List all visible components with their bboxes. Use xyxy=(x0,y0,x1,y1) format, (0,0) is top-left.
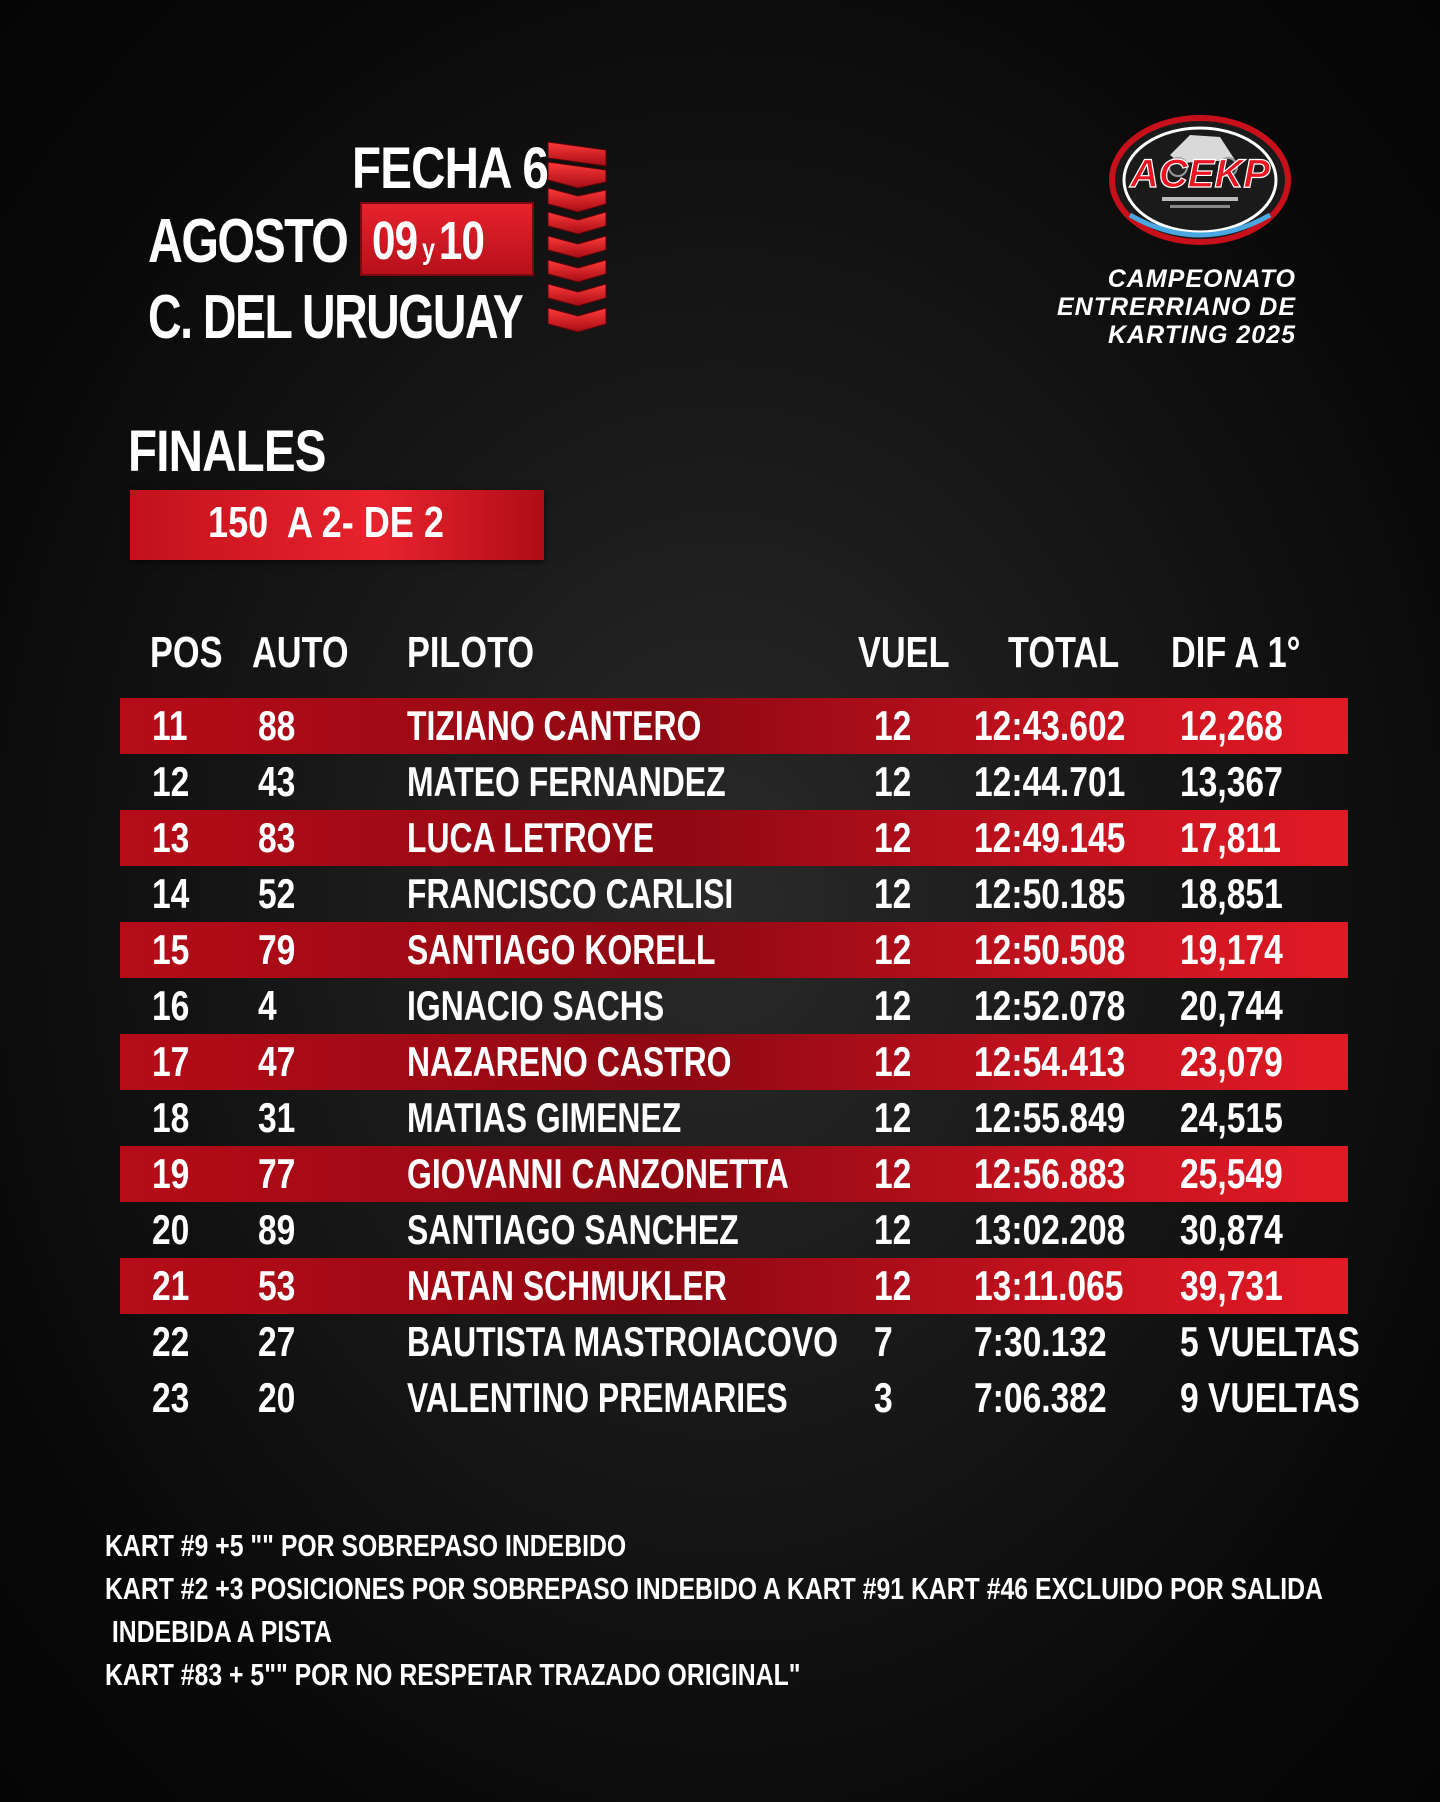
header-vuel: VUEL xyxy=(858,628,950,677)
cell-pos: 12 xyxy=(152,758,190,805)
cell-vuel: 12 xyxy=(874,702,912,749)
cell-auto: 53 xyxy=(258,1262,296,1309)
cell-pos: 13 xyxy=(152,814,190,861)
table-row xyxy=(120,698,1348,754)
date-connector: y xyxy=(421,233,435,266)
cell-dif: 25,549 xyxy=(1180,1150,1283,1197)
note-1: KART #9 +5 "" POR SOBREPASO INDEBIDO xyxy=(105,1528,627,1563)
month-label: AGOSTO xyxy=(148,207,348,276)
date-badge xyxy=(360,202,534,276)
cell-vuel: 7 xyxy=(874,1318,893,1365)
championship-line-3: KARTING 2025 xyxy=(1108,321,1296,349)
cell-piloto: NAZARENO CASTRO xyxy=(407,1038,732,1085)
cell-pos: 17 xyxy=(152,1038,190,1085)
cell-piloto: MATIAS GIMENEZ xyxy=(407,1094,682,1141)
header-dif: DIF A 1° xyxy=(1171,628,1301,677)
cell-total: 12:50.185 xyxy=(974,870,1126,917)
table-row xyxy=(120,1202,1348,1258)
date-text xyxy=(372,210,484,272)
cell-pos: 19 xyxy=(152,1150,190,1197)
city-label: C. DEL URUGUAY xyxy=(148,283,523,352)
table-row xyxy=(120,1090,1348,1146)
cell-pos: 18 xyxy=(152,1094,190,1141)
date-second: 10 xyxy=(438,211,485,271)
header-pos: POS xyxy=(150,628,223,677)
cell-auto: 47 xyxy=(258,1038,296,1085)
cell-piloto: MATEO FERNANDEZ xyxy=(407,758,726,805)
cell-dif: 24,515 xyxy=(1180,1094,1283,1141)
cell-vuel: 12 xyxy=(874,1150,912,1197)
chevron-stack-icon xyxy=(546,140,608,345)
acekp-logo xyxy=(1100,105,1300,250)
championship-title xyxy=(1010,265,1296,349)
cell-vuel: 12 xyxy=(874,758,912,805)
cell-auto: 79 xyxy=(258,926,296,973)
cell-vuel: 12 xyxy=(874,814,912,861)
cell-vuel: 12 xyxy=(874,870,912,917)
cell-piloto: SANTIAGO SANCHEZ xyxy=(407,1206,739,1253)
cell-auto: 31 xyxy=(258,1094,296,1141)
cell-pos: 20 xyxy=(152,1206,190,1253)
championship-line-1: CAMPEONATO xyxy=(1107,265,1296,293)
cell-dif: 30,874 xyxy=(1180,1206,1283,1253)
cell-vuel: 12 xyxy=(874,1094,912,1141)
cell-total: 7:06.382 xyxy=(974,1374,1107,1421)
date-first: 09 xyxy=(372,211,418,271)
header-auto: AUTO xyxy=(252,628,349,677)
table-row xyxy=(120,810,1348,866)
category-badge xyxy=(130,490,544,560)
cell-auto: 89 xyxy=(258,1206,296,1253)
cell-total: 7:30.132 xyxy=(974,1318,1107,1365)
cell-vuel: 12 xyxy=(874,982,912,1029)
cell-auto: 20 xyxy=(258,1374,296,1421)
cell-dif: 17,811 xyxy=(1180,814,1281,861)
cell-dif: 23,079 xyxy=(1180,1038,1283,1085)
cell-auto: 88 xyxy=(258,702,296,749)
table-row xyxy=(120,1034,1348,1090)
cell-pos: 21 xyxy=(152,1262,190,1309)
cell-total: 12:50.508 xyxy=(974,926,1126,973)
table-row xyxy=(120,1146,1348,1202)
cell-piloto: SANTIAGO KORELL xyxy=(407,926,716,973)
table-row xyxy=(120,1370,1360,1426)
cell-pos: 22 xyxy=(152,1318,190,1365)
table-row xyxy=(120,1314,1360,1370)
cell-dif: 18,851 xyxy=(1180,870,1283,917)
cell-pos: 11 xyxy=(152,702,188,749)
table-row xyxy=(120,866,1348,922)
cell-total: 12:44.701 xyxy=(974,758,1126,805)
logo-text: ACEKP xyxy=(1129,152,1271,196)
cell-dif: 12,268 xyxy=(1180,702,1283,749)
cell-pos: 14 xyxy=(152,870,190,917)
section-title: FINALES xyxy=(128,419,326,484)
cell-piloto: BAUTISTA MASTROIACOVO xyxy=(407,1318,838,1365)
cell-total: 13:11.065 xyxy=(974,1262,1124,1309)
championship-line-2: ENTRERRIANO DE xyxy=(1056,293,1296,321)
cell-auto: 43 xyxy=(258,758,296,805)
table-row xyxy=(120,1258,1348,1314)
cell-dif: 20,744 xyxy=(1180,982,1283,1029)
header-piloto: PILOTO xyxy=(407,628,535,677)
cell-total: 12:52.078 xyxy=(974,982,1126,1029)
cell-auto: 27 xyxy=(258,1318,296,1365)
cell-pos: 15 xyxy=(152,926,190,973)
cell-pos: 23 xyxy=(152,1374,190,1421)
cell-total: 12:49.145 xyxy=(974,814,1126,861)
cell-piloto: FRANCISCO CARLISI xyxy=(407,870,734,917)
cell-piloto: TIZIANO CANTERO xyxy=(407,702,702,749)
table-row xyxy=(120,754,1348,810)
cell-vuel: 12 xyxy=(874,1206,912,1253)
cell-auto: 4 xyxy=(258,982,277,1029)
cell-vuel: 3 xyxy=(874,1374,893,1421)
cell-vuel: 12 xyxy=(874,1038,912,1085)
cell-piloto: IGNACIO SACHS xyxy=(407,982,665,1029)
cell-vuel: 12 xyxy=(874,926,912,973)
header-total: TOTAL xyxy=(1008,628,1120,677)
category-label: 150 A 2- DE 2 xyxy=(208,498,444,547)
cell-dif: 5 VUELTAS xyxy=(1180,1318,1360,1365)
table-row xyxy=(120,922,1348,978)
cell-auto: 83 xyxy=(258,814,296,861)
cell-total: 12:54.413 xyxy=(974,1038,1126,1085)
cell-pos: 16 xyxy=(152,982,190,1029)
cell-auto: 77 xyxy=(258,1150,296,1197)
cell-vuel: 12 xyxy=(874,1262,912,1309)
cell-piloto: VALENTINO PREMARIES xyxy=(407,1374,788,1421)
table-row xyxy=(120,978,1348,1034)
cell-total: 12:55.849 xyxy=(974,1094,1126,1141)
round-label: FECHA 6 xyxy=(352,136,548,201)
cell-piloto: NATAN SCHMUKLER xyxy=(407,1262,727,1309)
note-4: KART #83 + 5"" POR NO RESPETAR TRAZADO ORIGINAL" xyxy=(105,1657,801,1692)
cell-dif: 9 VUELTAS xyxy=(1180,1374,1360,1421)
cell-piloto: GIOVANNI CANZONETTA xyxy=(407,1150,789,1197)
cell-total: 12:43.602 xyxy=(974,702,1126,749)
cell-dif: 13,367 xyxy=(1180,758,1283,805)
note-3: INDEBIDA A PISTA xyxy=(105,1614,332,1649)
cell-total: 12:56.883 xyxy=(974,1150,1126,1197)
note-2: KART #2 +3 POSICIONES POR SOBREPASO INDEBIDO A KART #91 KART #46 EXCLUIDO POR SALIDA xyxy=(105,1571,1323,1606)
cell-piloto: LUCA LETROYE xyxy=(407,814,655,861)
cell-auto: 52 xyxy=(258,870,296,917)
cell-dif: 19,174 xyxy=(1180,926,1283,973)
cell-total: 13:02.208 xyxy=(974,1206,1126,1253)
cell-dif: 39,731 xyxy=(1180,1262,1283,1309)
